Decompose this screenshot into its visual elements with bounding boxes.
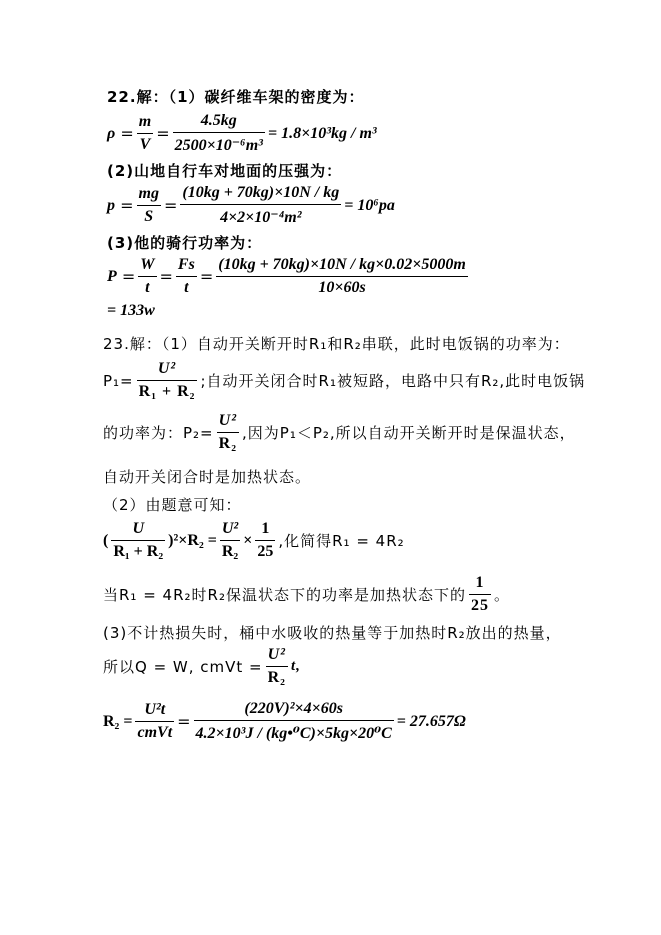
q22-title: 22.解：（1）碳纤维车架的密度为：: [107, 88, 365, 106]
q23-line4: 自动开关闭合时是加热状态。: [103, 468, 312, 486]
q23-line1: 23.解：（1）自动开关断开时R₁和R₂串联，此时电饭锅的功率为：: [103, 335, 570, 353]
q23-line5: 当R₁ = 4R₂时R₂保温状态下的功率是加热状态下的 $\frac{1}{25}$ 。: [103, 574, 510, 614]
q23-ratio-equation: ( $\frac{U}{\text{R₁ + R₂}}$ )²×R₂ = $\frac{\text{U²}}{\text{R₂}}$ × $\frac{1}{25}$ ,化简得R₁ = 4R₂: [103, 520, 405, 560]
q22-part3-text: (3)他的骑行功率为：: [107, 234, 263, 252]
q22-pressure-equation: p = $\frac{mg}{S}$ = $\frac{(10kg + 70kg)\times 10N / kg}{\text{4×2×10⁻⁴m²}}$ = 10⁶pa: [107, 184, 395, 226]
q22-density-equation: ρ = $\frac{m}{V}$ = $\frac{4.5kg}{\text{2500×10⁻⁶m³}}$ = 1.8×10³kg / m³: [107, 112, 377, 154]
q23-line2: P₁= $\frac{\text{U²}}{\text{R₁ + R₂}}$ ;自动开关闭合时R₁被短路，电路中只有R₂,此时电饭锅: [103, 360, 586, 400]
q23-line3: 的功率为：P₂= $\frac{\text{U²}}{\text{R₂}}$ ,因为P₁＜P₂,所以自动开关断开时是保温状态，: [103, 412, 576, 452]
q22-power-equation: P = $\frac{W}{t}$ = $\frac{Fs}{t}$ = $\frac{(10kg + 70kg)\times 10N / kg\times 0.02\times 5000m}{10\times 60s}$: [107, 256, 466, 296]
q22-part2-text: (2)山地自行车对地面的压强为：: [107, 162, 343, 180]
q23-line6: 所以Q = W, cmVt = $\frac{\text{U²}}{\text{R₂}}$ t,: [103, 646, 301, 686]
q22-power-result: = 133w: [107, 302, 155, 319]
q23-part2-text: （2）由题意可知：: [103, 496, 242, 514]
q23-r2-equation: R₂ = $\frac{\text{U²t}}{\text{cmVt}}$ = $\frac{\text{(220V)²×4×60s}}{\text{4.2×10³J / (kg•⁰C)×5kg×20⁰C}}$ = 27.657Ω: [103, 700, 466, 742]
q23-part3-text: (3)不计热损失时，桶中水吸收的热量等于加热时R₂放出的热量，: [103, 624, 562, 642]
